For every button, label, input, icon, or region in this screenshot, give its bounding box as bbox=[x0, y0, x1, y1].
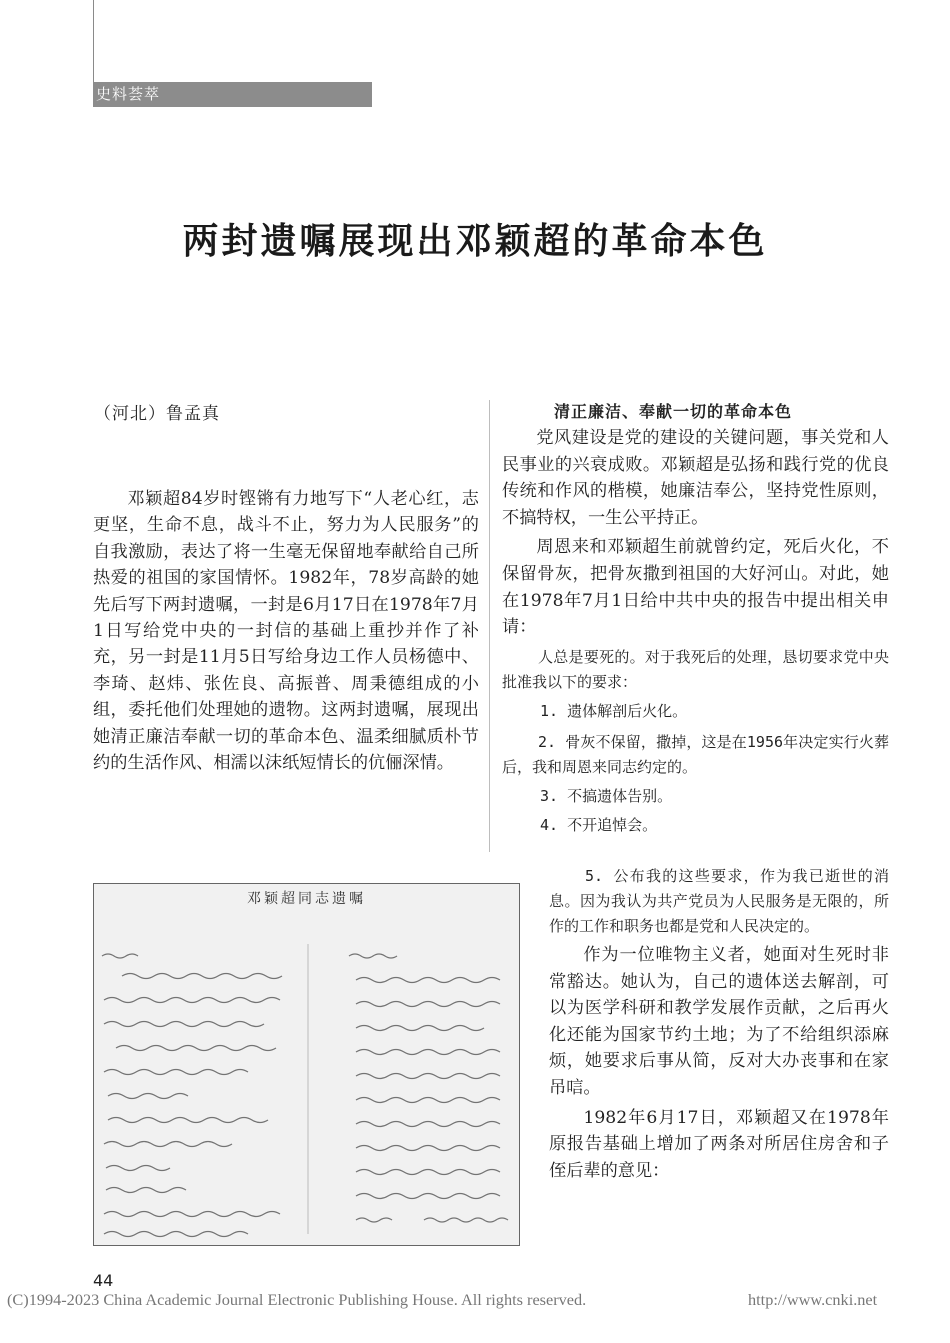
will-quote-item: 3. 不搞遗体告别。 bbox=[540, 786, 673, 805]
author-byline: （河北）鲁孟真 bbox=[94, 404, 220, 424]
body-paragraph: 作为一位唯物主义者，她面对生死时非常豁达。她认为，自己的遗体送去解剖，可以为医学科研和教学发展作贡献，之后再火化还能为国家节约土地；为了不给组织添麻烦，她要求后事从简，反对大办丧事和在家吊唁。 bbox=[549, 945, 889, 1098]
column-divider bbox=[489, 400, 490, 852]
header-vertical-rule bbox=[93, 0, 94, 82]
handwriting-scan-illustration bbox=[94, 884, 520, 1246]
will-quote-item: 1. 遗体解剖后火化。 bbox=[540, 701, 688, 720]
article-title: 两封遗嘱展现出邓颖超的革命本色 bbox=[182, 220, 768, 262]
intro-paragraph: 邓颖超84岁时铿锵有力地写下“人老心红，志更坚，生命不息，战斗不止，努力为人民服务”的自我激励，表达了将一生毫无保留地奉献给自己所热爱的祖国的家国情怀。1982年，78岁高龄的她先后写下两封遗嘱，一封是6月17日在1978年7月1日写给党中央的一封信的基础上重抄并作了补充，另一封是11月5日写给身边工作人员杨德中、李琦、赵炜、张佐良、高振普、周秉德组成的小组，委托他们处理她的遗物。这两封遗嘱，展现出她清正廉洁奉献一切的革命本色、温柔细腻质朴节约的生活作风、相濡以沫纸短情长的伉俪深情。 bbox=[93, 489, 479, 774]
handwritten-will-image bbox=[93, 883, 520, 1246]
copyright-text: (C)1994-2023 China Academic Journal Electronic Publishing House. All rights reserved. bbox=[7, 1290, 587, 1309]
right-column-lower bbox=[549, 864, 889, 1184]
section-subheading: 清正廉洁、奉献一切的革命本色 bbox=[554, 402, 793, 421]
will-quote-intro: 人总是要死的。对于我死后的处理，恳切要求党中央批准我以下的要求： bbox=[502, 647, 889, 691]
will-quote-item: 5. 公布我的这些要求，作为我已逝世的消息。因为我认为共产党员为人民服务是无限的，所作的工作和职务也都是党和人民决定的。 bbox=[549, 867, 889, 935]
body-paragraph: 1982年6月17日，邓颖超又在1978年原报告基础上增加了两条对所居住房舍和子侄后辈的意见： bbox=[549, 1107, 889, 1181]
right-column bbox=[502, 399, 889, 838]
body-paragraph: 周恩来和邓颖超生前就曾约定，死后火化，不保留骨灰，把骨灰撒到祖国的大好河山。对此，她在1978年7月1日给中共中央的报告中提出相关申请： bbox=[502, 537, 889, 638]
section-label: 史料荟萃 bbox=[93, 82, 372, 107]
body-paragraph: 党风建设是党的建设的关键问题，事关党和人民事业的兴衰成败。邓颖超是弘扬和践行党的优良传统和作风的楷模，她廉洁奉公，坚持党性原则，不搞特权，一生公平持正。 bbox=[502, 428, 889, 528]
page-number: 44 bbox=[93, 1271, 114, 1290]
will-quote-item: 2. 骨灰不保留，撒掉，这是在1956年决定实行火葬后，我和周恩来同志约定的。 bbox=[502, 732, 889, 776]
cnki-url-text: http://www.cnki.net bbox=[748, 1290, 878, 1309]
will-quote-item: 4. 不开追悼会。 bbox=[540, 815, 658, 834]
will-image-title: 邓颖超同志遗嘱 bbox=[247, 891, 366, 907]
